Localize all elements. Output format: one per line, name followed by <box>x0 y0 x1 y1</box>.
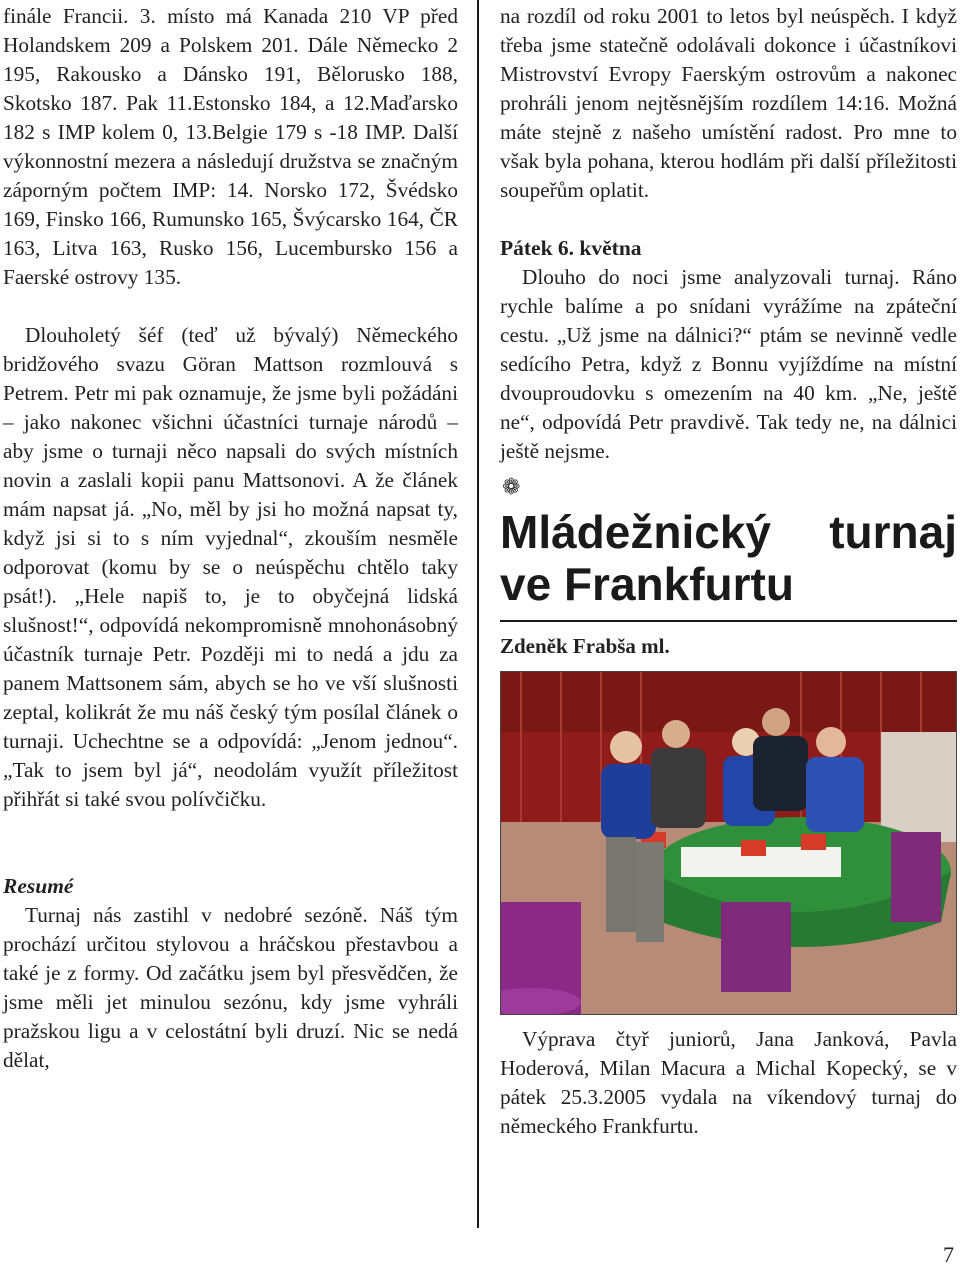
right-paragraph-friday: Dlouho do noci jsme analyzovali turnaj. Ráno rychle balíme a po snídani vyrážíme na zpáteční cestu. „Už jsme na dálnici?“ ptám se nevinně vedle sedícího Petra, když z Bonnu vyjíždíme na místní dvouproudovku s omezením na 40 km. „Ne, ještě ne“, odpovídá Petr pravdivě. Tak tedy ne, na dálnici ještě nejsme. <box>500 265 957 463</box>
left-column <box>3 2 458 1075</box>
flower-ornament-icon: ❁ <box>502 473 521 499</box>
resume-heading: Resumé <box>3 874 74 898</box>
spacer <box>3 843 458 872</box>
spacer <box>3 292 458 321</box>
left-paragraph-resume: Turnaj nás zastihl v nedobré sezóně. Náš tým prochází určitou stylovou a hráčskou přestavbou a také je z formy. Od začátku jsem byl přesvědčen, že jsme měli jet minulou sezónu, kdy jsme vyhráli pražskou ligu a v celostátní byli druzí. Nic se nedá dělat, <box>3 903 458 1072</box>
title-word-2: turnaj <box>829 506 957 558</box>
left-paragraph-results: finále Francii. 3. místo má Kanada 210 VP před Holandskem 209 a Polskem 201. Dále Německo 2 195, Rakousko a Dánsko 191, Bělorusko 188, Skotsko 187. Pak 11.Estonsko 184, a 12.Maďarsko 182 s IMP kolem 0, 13.Belgie 179 s -18 IMP. Další výkonnostní mezera a následují družstva se značným záporným počtem IMP: 14. Norsko 172, Švédsko 169, Finsko 166, Rumunsko 165, Švýcarsko 164, ČR 163, Litva 163, Rusko 156, Lucembursko 156 a Faerské ostrovy 135. <box>3 4 458 289</box>
spacer <box>500 205 957 234</box>
page-number: 7 <box>943 1242 954 1267</box>
title-rule <box>500 620 957 622</box>
photo-caption: Výprava čtyř juniorů, Jana Janková, Pavla Hoderová, Milan Macura a Michal Kopecký, se v pátek 25.3.2005 vydala na víkendový turnaj do německého Frankfurtu. <box>500 1027 957 1138</box>
article-title <box>500 506 957 610</box>
title-word-1: Mládežnický <box>500 506 771 558</box>
title-line-1 <box>500 506 957 558</box>
spacer <box>3 814 458 843</box>
right-column <box>500 2 957 1141</box>
left-paragraph-mattson: Dlouholetý šéf (teď už bývalý) Německého bridžového svazu Göran Mattson rozmlouvá s Petrem. Petr mi pak oznamuje, že jsme byli požádáni – jako nakonec všichni účastníci turnaje národů – aby jsme o turnaji něco napsali do svých místních novin a zaslali kopii panu Mattsonovi. A že článek mám napsat já. „No, měl by jsi ho možná napsat ty, když jsi si to s ním vyjednal“, zkouším nesměle odporovat (komu by se o neúspěchu chtělo taky psát!). „Hele napiš to, je to obyčejná lidská slušnost!“, odpovídá nekompromisně mnohonásobný účastník turnaje Petr. Později mi to nedá a jdu za panem Mattsonem sám, abych se ho ve vší slušnosti zeptal, kolikrát že mu náš český tým posílal článek o turnaji. Uchechtne se a odpovídá: „Jenom jednou“. „Tak to jsem byl já“, neodolám využít příležitost přihřát si také svou polívčičku. <box>3 323 458 811</box>
friday-heading: Pátek 6. května <box>500 236 642 260</box>
title-line-2: ve Frankfurtu <box>500 558 794 610</box>
team-photo <box>500 671 957 1015</box>
column-divider <box>477 0 479 1228</box>
right-paragraph-result: na rozdíl od roku 2001 to letos byl neúspěch. I když třeba jsme statečně odolávali dokonce i účastníkovi Mistrovství Evropy Faerským ostrovům a nakonec prohráli jenom nejtěsnějším rozdílem 14:16. Možná máte stejně z našeho umístění radost. Pro mne to však byla pohana, kterou hodlám při další příležitosti soupeřům oplatit. <box>500 4 957 202</box>
team-photo-illustration <box>501 672 956 1014</box>
article-author: Zdeněk Frabša ml. <box>500 634 670 658</box>
